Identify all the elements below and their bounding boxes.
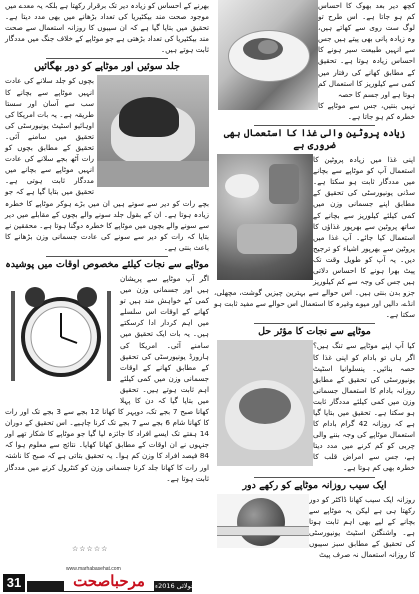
right-para-2: نہیں بنتیں، جس سے موٹاپے کا خطرہ کم ہو جاتا ہے۔ <box>318 100 415 121</box>
protein-foods-photo <box>217 154 313 280</box>
page-footer <box>0 566 419 594</box>
issue-date: جولائی 2016ء <box>155 582 195 590</box>
heading-protein: زیادہ پروٹین والی غذا کا استعمال بھی ضروری ہے <box>214 125 415 152</box>
apple-tape-photo <box>217 494 309 548</box>
heading-apple: ایک سیب روزانہ موٹاپے کو رکھے دور <box>214 477 415 492</box>
end-stars: ☆☆☆☆☆ <box>72 545 109 553</box>
almonds-hands-photo <box>217 340 313 466</box>
heading-almonds: موٹاپے سے نجات کا مؤثر حل <box>214 323 415 338</box>
right-para-4: کیا آپ اپنے موٹاپے سے تنگ ہیں؟ اگر ہاں تو بادام کو اپنی غذا کا حصہ بنائیں۔ پنسلوانیا اسٹیٹ یونیورسٹی کی تحقیق کے مطابق روزانہ بادام کا استعمال جسمانی وزن میں کمی کیلئے مددگار ثابت ہو سکتا ہے۔ تحقیق میں بتایا گیا ہے کہ روزانہ 42 گرام بادام کا استعمال موٹاپے کی وجہ بننے والی چربی کو کم کرنے میں مدد دیتا ہے، جس سے امراض قلب کا خطرہ بھی کم ہوتا ہے۔ <box>313 341 415 473</box>
right-para-1: کچھ دیر بعد بھوک کا احساس کم ہو جاتا ہے۔ اس طرح تو لوگ ست روی سے کھاتے ہیں، وہ زیادہ پانی بھی پیتے ہیں جس سے انہیں طبیعت سیر ہونے کا احساس زیادہ ہوتا ہے۔ تحقیق کے مطابق کھانے کی رفتار میں کمی سے کیلوریز کا استعمال کم ہوتا ہے اور جسم کا حصہ <box>318 1 415 99</box>
brand-url: www.marhabasehat.com <box>66 566 121 572</box>
left-column <box>5 0 209 484</box>
sleeping-child-photo <box>97 75 209 187</box>
right-para-5: روزانہ ایک سیب کھانا ڈاکٹر کو دور رکھتا ہی ہے لیکن یہ موٹاپے سے بچانے کے لیے بھی اہم ثابت ہوتا ہے۔ واشنگٹن اسٹیٹ یونیورسٹی کی تحقیق کے مطابق سبز سیبوں کا روزانہ استعمال نہ صرف پیٹ <box>309 494 415 560</box>
left-para-3: اگر آپ موٹاپے سے پریشان ہیں اور جسمانی وزن میں کمی کے خواہش مند ہیں تو کھانے کے اوقات اس سلسلے میں اہم کردار ادا کرسکتے ہیں۔ یہ بات ایک تحقیق میں سامنے آئی۔ امریکا کی ہارورڈ یونیورسٹی کی تحقیق کے مطابق کھانے کے اوقات جسمانی وزن میں کمی کیلئے اہم ثابت ہوتے ہیں۔ تحقیق میں بتایا گیا کہ دن کا پہلا کھانا صبح 7 بجے تک، دوپہر کا کھانا 12 بجے سے 3 بجے تک اور رات کا کھانا شام 6 بجے سے 7 بجے تک کرنا چاہیے۔ اس تحقیق کے دوران 14 ہفتے تک ایسے افراد کا جائزہ لیا گیا جو موٹاپے کا شکار تھے اور جنہوں نے ان اوقات کے مطابق کھانا کھایا۔ نتائج سے معلوم ہوا کہ 84 فیصد افراد کا وزن کم ہوا۔ یہ تحقیق بتاتی ہے کہ صبح کا ناشتہ اور رات کا کھانا جلد کرنا جسمانی وزن کو کنٹرول کرنے میں مددگار ثابت ہوتا ہے۔ <box>5 273 209 483</box>
heading-sleep: جلد سوئیں اور موٹاپے کو دور بھگائیں <box>5 58 209 73</box>
left-para-1: بھرنے کے احساس کو زیادہ دیر تک برقرار رکھتا ہے بلکہ یہ معدے میں موجود صحت مند بیکٹیریا کی تعداد بڑھانے میں بھی مدد دیتا ہے۔ تحقیق میں بتایا گیا ہے کہ ان سیبوں کا روزانہ استعمال سے صحت مند بیکٹیریا کی تعداد بڑھتی ہے جو موٹاپے کے خلاف جنگ میں مددگار ثابت ہوتے ہیں۔ <box>5 1 209 55</box>
heading-meal-times: موٹاپے سے نجات کیلئے مخصوص اوقات میں پوشیدہ <box>5 256 209 271</box>
left-para-2: بچوں کو جلد سلانے کی عادت انہیں موٹاپے سے بچانے کا سب سے آسان اور سستا طریقہ ہے۔ یہ بات امریکا کی اوہائیو اسٹیٹ یونیورسٹی کی تحقیق میں سامنے آئی۔ تحقیق کے مطابق بچوں کو رات آٹھ بجے سلانے کی عادت انہیں موٹاپے سے بچانے میں مددگار ثابت ہوتی ہے۔ تحقیق میں بتایا گیا ہے کہ جو بچے رات کو دیر سے سوتے ہیں ان میں بڑے ہوکر موٹاپے کا خطرہ زیادہ ہوتا ہے۔ ان کے بقول جلد سونے والے بچوں کے مقابلے میں دیر سے سونے والے بچوں میں موٹاپے کا خطرہ دوگنا ہوتا ہے۔ محققین نے بتایا کہ رات کو دیر سے سونے کی عادت جسمانی وزن بڑھانے کا باعث بنتی ہے۔ <box>5 76 209 252</box>
right-column <box>214 0 415 560</box>
clock-plate-photo <box>5 273 117 395</box>
right-para-3: اپنی غذا میں زیادہ پروٹین کا استعمال آپ کو موٹاپے سے بچانے میں مددگار ثابت ہو سکتا ہے۔ سڈنی یونیورسٹی کی تحقیق کے مطابق اپنے جسمانی وزن میں کمی کیلئے کیلوریز سے بچانے کے ساتھ پروٹین سے بھرپور غذاؤں کا استعمال کیا جائے۔ آپ غذا میں پروٹین سے بھرپور اشیاء کو ترجیح دیں۔ یہ آپ کو طویل وقت تک پیٹ بھرا ہونے کا احساس دلاتی ہیں جس کی وجہ سے کم کیلوریز جزو بدن بنتی ہیں۔ اس حوالے سے بہترین چیزیں گوشت، مچھلی، انڈے، دالیں اور میوے وغیرہ کا استعمال اس حوالے سے مفید ثابت ہو سکتا ہے۔ <box>214 155 415 320</box>
brand-logo: مرحباصحت <box>64 571 154 591</box>
alarm-clock-icon <box>5 273 117 395</box>
salad-photo <box>218 0 318 110</box>
page-number: 31 <box>3 574 25 592</box>
